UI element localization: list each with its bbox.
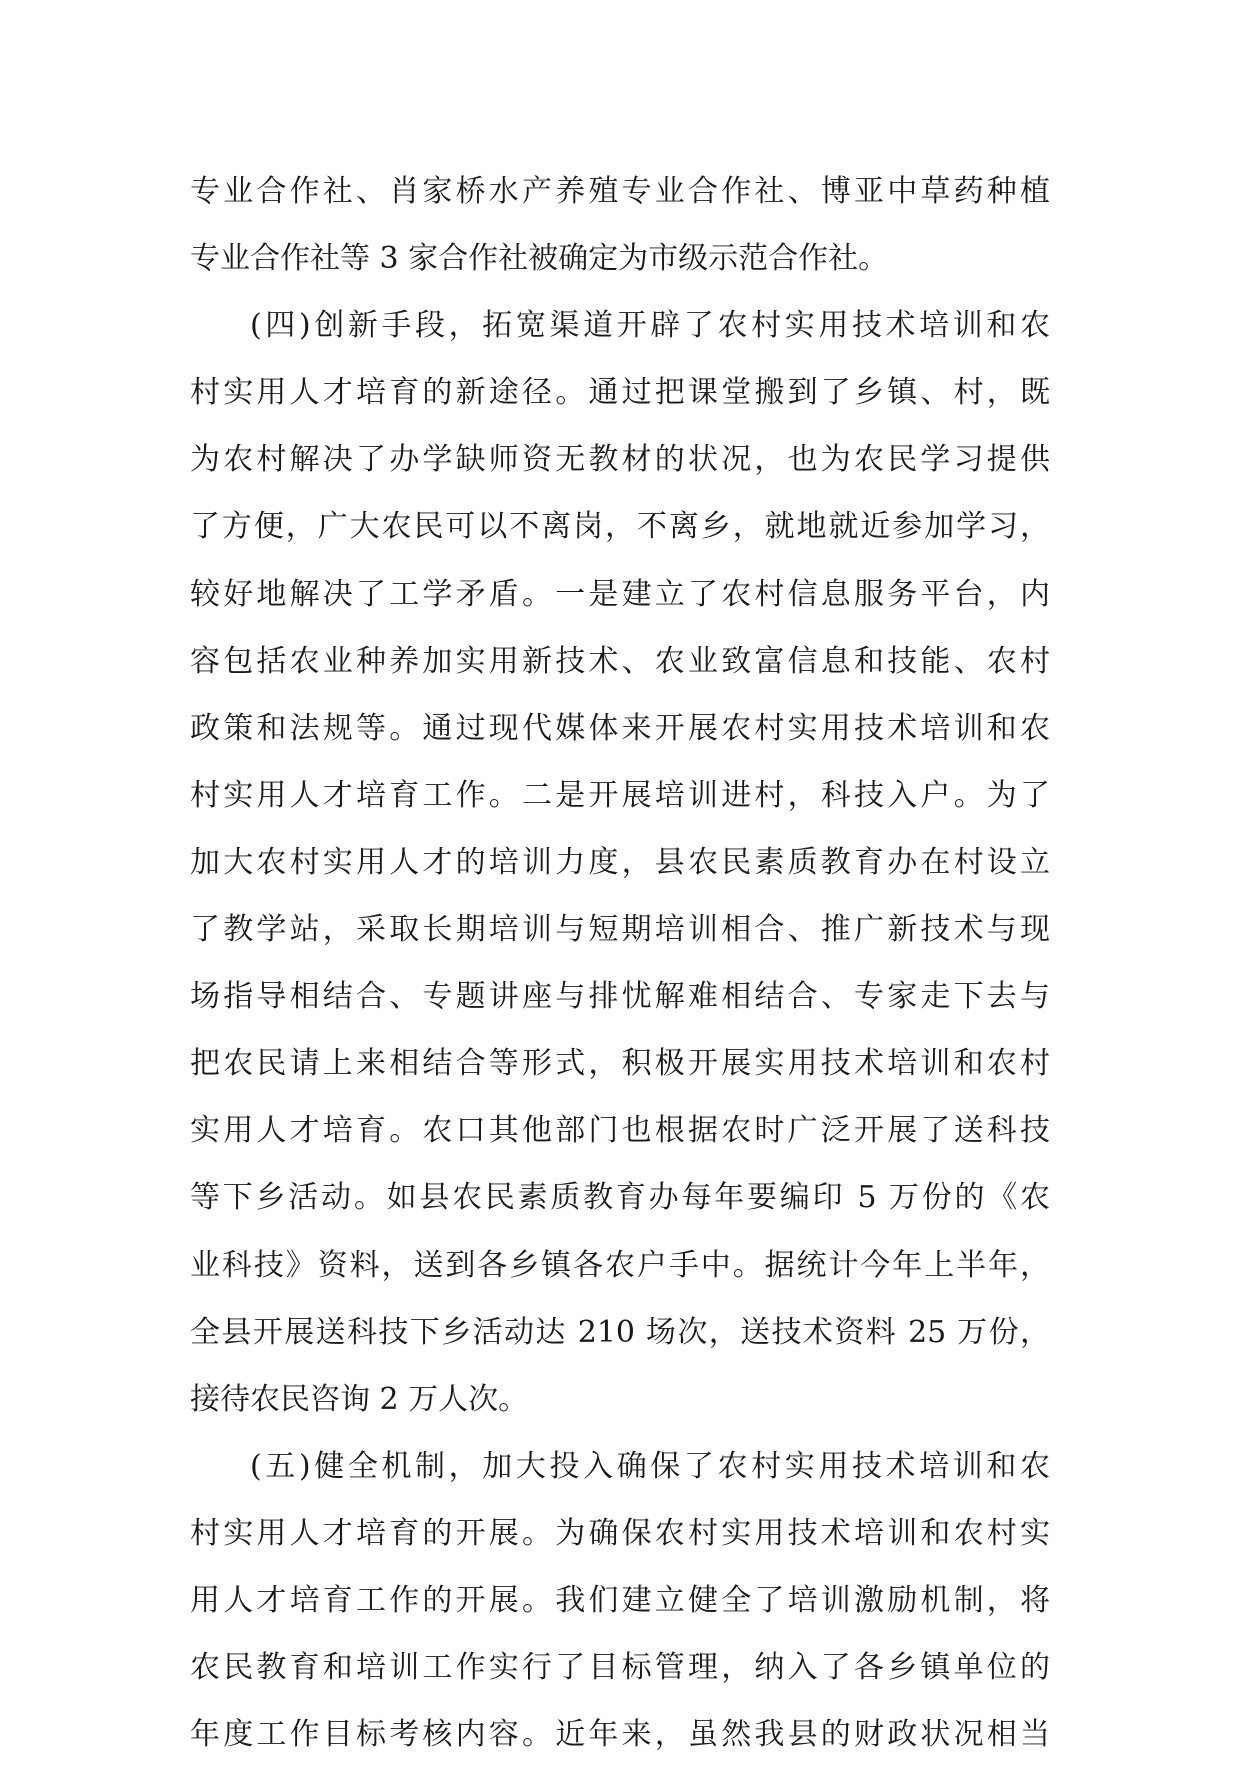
text-line: 了方便，广大农民可以不离岗，不离乡，就地就近参加学习， [190,509,1050,545]
section-heading-line: (四)创新手段，拓宽渠道开辟了农村实用技术培训和农 [250,308,1050,344]
text-line: 场指导相结合、专题讲座与排忧解难相结合、专家走下去与 [190,979,1050,1015]
text-line: 全县开展送科技下乡活动达 210 场次，送技术资料 25 万份， [190,1314,1050,1350]
text-line: 政策和法规等。通过现代媒体来开展农村实用技术培训和农 [190,710,1050,746]
text-line: 年度工作目标考核内容。近年来，虽然我县的财政状况相当 [190,1717,1050,1753]
text-line: 农民教育和培训工作实行了目标管理，纳入了各乡镇单位的 [190,1650,1050,1686]
text-line: 了教学站，采取长期培训与短期培训相合、推广新技术与现 [190,912,1050,948]
text-line: 专业合作社、肖家桥水产养殖专业合作社、博亚中草药种植 [190,174,1050,209]
text-line: 业科技》资料，送到各乡镇各农户手中。据统计今年上半年， [190,1247,1050,1283]
text-line: 村实用人才培育的开展。为确保农村实用技术培训和农村实 [190,1515,1050,1551]
text-line: 村实用人才培育工作。二是开展培训进村，科技入户。为了 [190,777,1050,813]
text-line: 实用人才培育。农口其他部门也根据农时广泛开展了送科技 [190,1113,1050,1149]
text-line: 较好地解决了工学矛盾。一是建立了农村信息服务平台，内 [190,576,1050,612]
section-heading-line: (五)健全机制，加大投入确保了农村实用技术培训和农 [250,1448,1050,1484]
text-line: 容包括农业种养加实用新技术、农业致富信息和技能、农村 [190,643,1050,679]
text-line: 加大农村实用人才的培训力度，县农民素质教育办在村设立 [190,844,1050,880]
text-line: 接待农民咨询 2 万人次。 [190,1381,529,1417]
text-line: 专业合作社等 3 家合作社被确定为市级示范合作社。 [190,241,889,277]
text-line: 把农民请上来相结合等形式，积极开展实用技术培训和农村 [190,1046,1050,1082]
text-line: 为农村解决了办学缺师资无教材的状况，也为农民学习提供 [190,442,1050,478]
body-text [190,158,1050,1768]
text-line: 用人才培育工作的开展。我们建立健全了培训激励机制，将 [190,1582,1050,1618]
text-line: 村实用人才培育的新途径。通过把课堂搬到了乡镇、村，既 [190,375,1050,411]
text-line: 等下乡活动。如县农民素质教育办每年要编印 5 万份的《农 [190,1180,1050,1216]
